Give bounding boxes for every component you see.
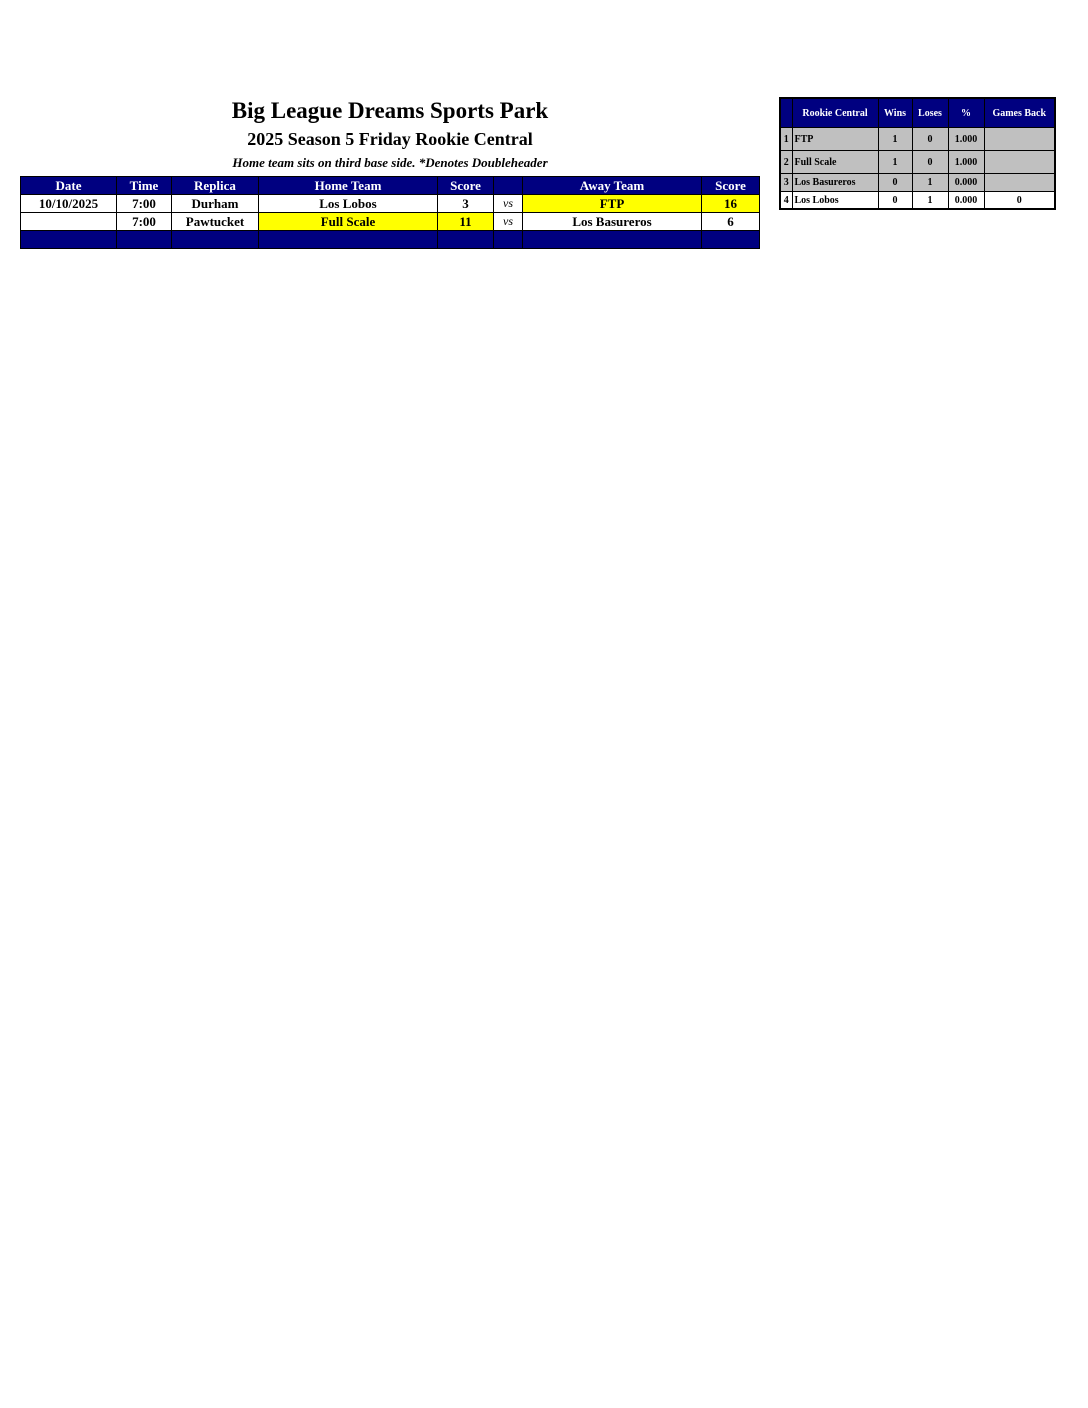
schedule-note: Home team sits on third base side. *Denotes Doubleheader: [232, 155, 548, 170]
standing-losses: 0: [912, 151, 948, 174]
standing-pct: 0.000: [948, 192, 984, 210]
table-row: [21, 213, 760, 231]
standing-rank: 1: [780, 128, 792, 151]
schedule-footer-row: [21, 231, 760, 249]
col-header-rank: [780, 98, 792, 128]
standing-wins: 1: [878, 128, 912, 151]
game-time: 7:00: [117, 213, 172, 231]
col-header-division: Rookie Central: [792, 98, 878, 128]
col-header-pct: %: [948, 98, 984, 128]
standing-team: Los Basureros: [792, 174, 878, 192]
standing-losses: 1: [912, 174, 948, 192]
standing-team: FTP: [792, 128, 878, 151]
standings-header-row: [780, 98, 1055, 128]
col-header-losses: Loses: [912, 98, 948, 128]
game-date: 10/10/2025: [21, 195, 117, 213]
page-title: Big League Dreams Sports Park: [231, 98, 549, 123]
standing-losses: 1: [912, 192, 948, 210]
standing-team: Los Lobos: [792, 192, 878, 210]
standing-rank: 4: [780, 192, 792, 210]
col-header-away-score: Score: [702, 177, 760, 195]
standing-games-back: [984, 174, 1055, 192]
home-score: 11: [438, 213, 494, 231]
col-header-vs: [494, 177, 523, 195]
game-time: 7:00: [117, 195, 172, 213]
table-row: [780, 192, 1055, 210]
schedule-table: [20, 176, 760, 249]
table-row: [21, 195, 760, 213]
standing-games-back: 0: [984, 192, 1055, 210]
away-score: 6: [702, 213, 760, 231]
home-team: Los Lobos: [259, 195, 438, 213]
standing-pct: 0.000: [948, 174, 984, 192]
col-header-home-score: Score: [438, 177, 494, 195]
game-replica: Pawtucket: [172, 213, 259, 231]
standing-pct: 1.000: [948, 151, 984, 174]
standing-wins: 0: [878, 174, 912, 192]
col-header-replica: Replica: [172, 177, 259, 195]
page-subtitle: 2025 Season 5 Friday Rookie Central: [247, 129, 533, 149]
col-header-away-team: Away Team: [523, 177, 702, 195]
standing-pct: 1.000: [948, 128, 984, 151]
away-team: FTP: [523, 195, 702, 213]
home-score: 3: [438, 195, 494, 213]
away-score: 16: [702, 195, 760, 213]
standing-losses: 0: [912, 128, 948, 151]
col-header-time: Time: [117, 177, 172, 195]
schedule-header-row: [21, 177, 760, 195]
col-header-games-back: Games Back: [984, 98, 1055, 128]
away-team: Los Basureros: [523, 213, 702, 231]
game-replica: Durham: [172, 195, 259, 213]
table-row: [780, 174, 1055, 192]
col-header-wins: Wins: [878, 98, 912, 128]
standing-games-back: [984, 128, 1055, 151]
standing-rank: 3: [780, 174, 792, 192]
table-row: [780, 151, 1055, 174]
game-date: [21, 213, 117, 231]
standing-wins: 0: [878, 192, 912, 210]
col-header-date: Date: [21, 177, 117, 195]
col-header-home-team: Home Team: [259, 177, 438, 195]
standing-games-back: [984, 151, 1055, 174]
home-team: Full Scale: [259, 213, 438, 231]
vs-label: vs: [494, 213, 523, 231]
table-row: [780, 128, 1055, 151]
standing-team: Full Scale: [792, 151, 878, 174]
vs-label: vs: [494, 195, 523, 213]
standing-wins: 1: [878, 151, 912, 174]
standings-table: [779, 97, 1056, 210]
standing-rank: 2: [780, 151, 792, 174]
